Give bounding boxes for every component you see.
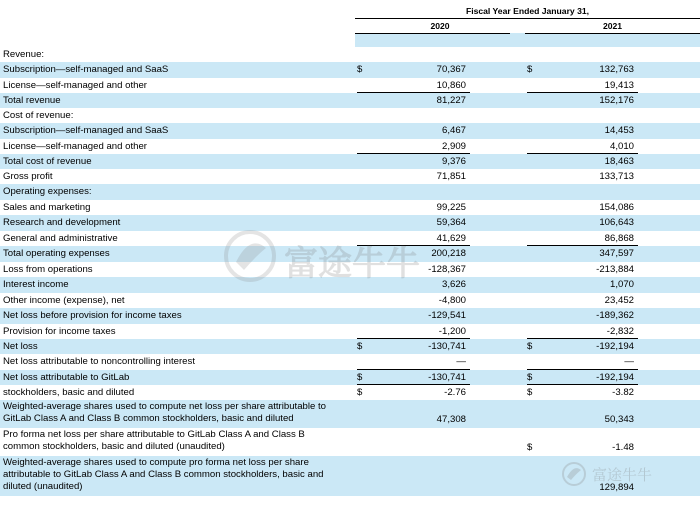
value-2021: 132,763	[599, 64, 634, 75]
value-2020: 70,367	[436, 64, 466, 75]
value-2020: -130,741	[428, 372, 466, 383]
value-2020: 200,218	[431, 248, 466, 259]
currency-symbol-2021: $	[527, 442, 533, 453]
value-2021: 133,713	[599, 171, 634, 182]
table-row	[0, 108, 700, 123]
value-2020: 81,227	[436, 95, 466, 106]
value-2021: 23,452	[604, 295, 634, 306]
value-2021: -192,194	[596, 372, 634, 383]
fiscal-year-header: Fiscal Year Ended January 31,	[465, 6, 590, 16]
table-row	[0, 339, 700, 354]
value-2021: 129,894	[599, 482, 634, 493]
value-2020: -130,741	[428, 341, 466, 352]
table-row	[0, 47, 700, 62]
value-2021: 18,463	[604, 156, 634, 167]
table-row	[0, 169, 700, 184]
currency-symbol-2021: $	[527, 64, 533, 75]
value-2021: —	[624, 356, 634, 367]
table-row	[0, 428, 700, 456]
table-row	[0, 370, 700, 385]
row-label: License—self-managed and other	[3, 80, 147, 91]
watermark-main-text: 富途牛牛	[284, 244, 420, 284]
watermark-corner-text: 富途牛牛	[592, 466, 653, 484]
row-label: Net loss	[3, 341, 38, 352]
row-label: Interest income	[3, 279, 69, 290]
currency-symbol-2020: $	[357, 387, 363, 398]
row-label: Subscription—self-managed and SaaS	[3, 125, 169, 136]
currency-symbol-2021: $	[527, 372, 533, 383]
value-2020: 3,626	[441, 279, 466, 290]
header-shade-strip	[355, 33, 700, 47]
row-label: General and administrative	[3, 233, 118, 244]
row-label: Net loss attributable to noncontrolling interest	[3, 356, 195, 367]
table-row	[0, 123, 700, 139]
value-2021: -2,832	[606, 326, 634, 337]
value-2020: 9,376	[441, 156, 466, 167]
value-2021: -192,194	[596, 341, 634, 352]
row-label: Total operating expenses	[3, 248, 110, 259]
table-row	[0, 62, 700, 78]
table-row	[0, 93, 700, 108]
row-label: Total revenue	[3, 95, 61, 106]
currency-symbol-2020: $	[357, 64, 363, 75]
table-row	[0, 154, 700, 169]
year-2021-header: 2021	[602, 21, 623, 31]
row-label: Provision for income taxes	[3, 326, 116, 337]
value-2021: -213,884	[596, 264, 634, 275]
year2-rule	[525, 33, 700, 34]
value-2021: 19,413	[604, 80, 634, 91]
value-2020: 10,860	[436, 80, 466, 91]
value-2020: -128,367	[428, 264, 466, 275]
table-row	[0, 385, 700, 400]
row-label: Sales and marketing	[3, 202, 91, 213]
futu-corner-logo-icon	[560, 460, 588, 488]
row-label: Weighted-average shares used to compute net loss per share attributable to GitLab Class A and Class B common stockholders, basic and diluted	[3, 401, 327, 425]
value-2020: -1,200	[438, 326, 466, 337]
row-label: Net loss attributable to GitLab	[3, 372, 130, 383]
row-label: Total cost of revenue	[3, 156, 92, 167]
row-label: License—self-managed and other	[3, 141, 147, 152]
value-2021: 152,176	[599, 95, 634, 106]
value-2021: 86,868	[604, 233, 634, 244]
row-label: Subscription—self-managed and SaaS	[3, 64, 169, 75]
table-row	[0, 354, 700, 370]
value-2021: -1.48	[612, 442, 634, 453]
row-label: Pro forma net loss per share attributable to GitLab Class A and Class B common stockholders, basic and diluted (unaudited)	[3, 429, 305, 453]
table-row	[0, 78, 700, 93]
value-2020: 41,629	[436, 233, 466, 244]
value-2021: 106,643	[599, 217, 634, 228]
row-label: Research and development	[3, 217, 121, 228]
row-label: Other income (expense), net	[3, 295, 125, 306]
table-row	[0, 400, 700, 428]
value-2021: 1,070	[609, 279, 634, 290]
row-label: Cost of revenue:	[3, 110, 74, 121]
value-2020: 6,467	[441, 125, 466, 136]
value-2020: 47,308	[436, 414, 466, 425]
value-2021: -189,362	[596, 310, 634, 321]
year1-rule	[355, 33, 510, 34]
table-row	[0, 139, 700, 154]
row-label: Revenue:	[3, 49, 45, 60]
currency-symbol-2021: $	[527, 341, 533, 352]
value-2021: 50,343	[604, 414, 634, 425]
currency-symbol-2020: $	[357, 372, 363, 383]
row-label: Loss from operations	[3, 264, 93, 275]
watermark-main	[222, 226, 482, 286]
row-label: Weighted-average shares used to compute pro forma net loss per share attributable to GitLab Class A and Class B common stockholders, basic and diluted (unaudited)	[3, 457, 324, 493]
year-2020-header: 2020	[430, 21, 450, 31]
value-2020: -2.76	[444, 387, 466, 398]
watermark-corner	[560, 460, 680, 490]
table-row	[0, 308, 700, 324]
value-2021: 4,010	[609, 141, 634, 152]
value-2020: —	[456, 356, 466, 367]
row-label: Net loss before provision for income taxes	[3, 310, 182, 321]
currency-symbol-2021: $	[527, 387, 533, 398]
currency-symbol-2020: $	[357, 341, 363, 352]
value-2020: 59,364	[436, 217, 466, 228]
value-2020: 71,851	[436, 171, 466, 182]
value-2020: 99,225	[436, 202, 466, 213]
value-2020: 2,909	[441, 141, 466, 152]
value-2021: 154,086	[599, 202, 634, 213]
table-row	[0, 184, 700, 200]
value-2020: -129,541	[428, 310, 466, 321]
value-2021: 347,597	[599, 248, 634, 259]
value-2021: -3.82	[612, 387, 634, 398]
row-label: Operating expenses:	[3, 186, 92, 197]
row-label: Gross profit	[3, 171, 53, 182]
value-2020: -4,800	[438, 295, 466, 306]
table-row	[0, 324, 700, 339]
value-2021: 14,453	[604, 125, 634, 136]
table-row	[0, 200, 700, 215]
row-label: stockholders, basic and diluted	[3, 387, 135, 398]
table-row	[0, 293, 700, 308]
